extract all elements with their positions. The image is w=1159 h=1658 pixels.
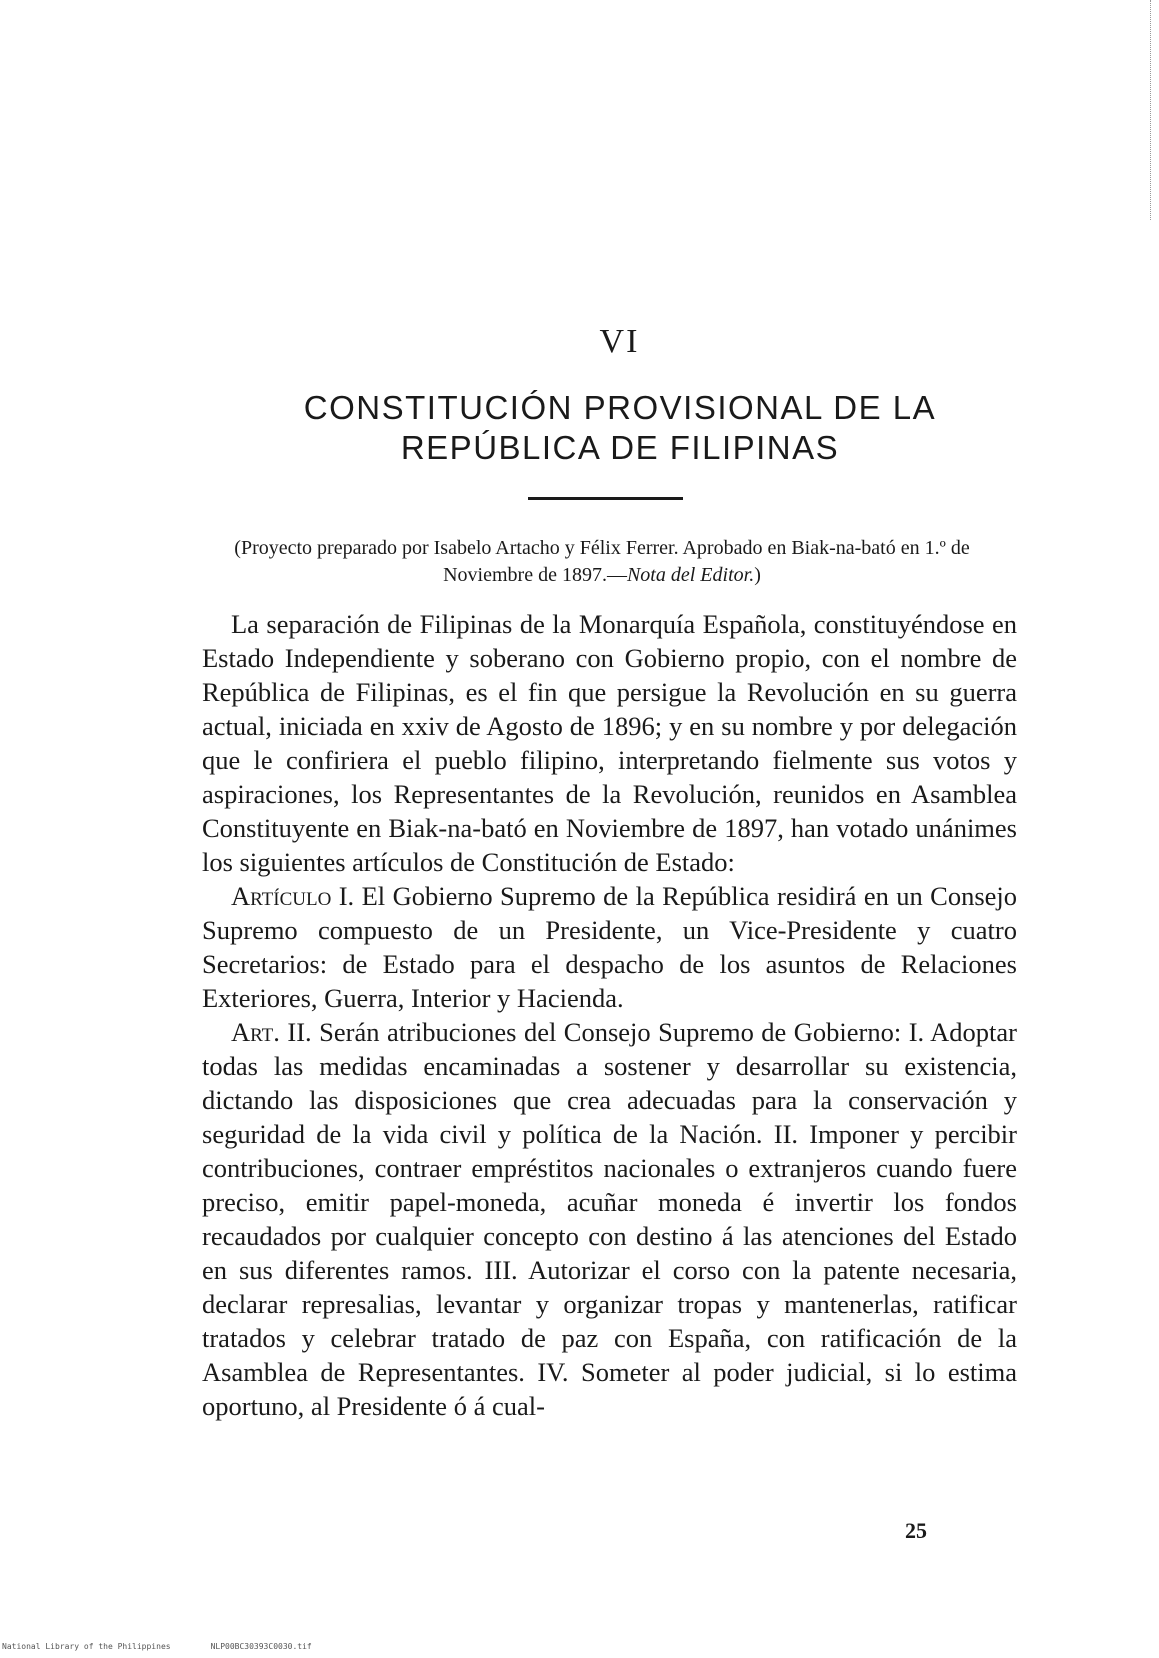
chapter-title	[180, 388, 1060, 468]
editor-note-text: (Proyecto preparado por Isabelo Artacho y Félix Ferrer. Aprobado en Biak-na-bató en 1.º de Noviembre de 1897.—	[234, 537, 970, 586]
article-2-paragraph	[202, 1015, 1017, 1423]
footer-library: National Library of the Philippines	[2, 1642, 171, 1651]
article-1-label: Artículo I.	[231, 881, 355, 911]
title-divider	[528, 497, 683, 500]
editor-note	[197, 535, 1007, 589]
scan-edge-mark	[1148, 0, 1151, 220]
article-2-text: Serán atribuciones del Consejo Supremo de Gobierno: I. Adoptar todas las medidas encaminadas a sostener y desarrollar su existencia, dictando las disposiciones que crea adecuadas para la conservación y seguridad de la vida civil y política de la Nación. II. Imponer y percibir contribuciones, contraer empréstitos nacionales o extranjeros cuando fuere preciso, emitir papel-moneda, acuñar moneda é invertir los fondos recaudados por cualquier concepto con destino á las atenciones del Estado en sus diferentes ramos. III. Autorizar el corso con la patente necesaria, declarar represalias, levantar y organizar tropas y mantenerlas, ratificar tratados y celebrar tratado de paz con España, con ratificación de la Asamblea de Representantes. IV. Someter al poder judicial, si lo estima oportuno, al Presidente ó á cual-	[202, 1017, 1017, 1421]
chapter-number: VI	[599, 323, 640, 360]
preamble-paragraph: La separación de Filipinas de la Monarquía Española, constituyéndose en Estado Independiente y soberano con Gobierno propio, con el nombre de República de Filipinas, es el fin que persigue la Revolución en su guerra actual, iniciada en xxiv de Agosto de 1896; y en su nombre y por delegación que le confiriera el pueblo filipino, interpretando fielmente sus votos y aspiraciones, los Representantes de la Revolución, reunidos en Asamblea Constituyente en Biak-na-bató en Noviembre de 1897, han votado unánimes los siguientes artículos de Constitución de Estado:	[202, 609, 1017, 877]
article-1-text: El Gobierno Supremo de la República residirá en un Consejo Supremo compuesto de un Presidente, un Vice-Presidente y cuatro Secretarios: de Estado para el despacho de los asuntos de Relaciones Exteriores, Guerra, Interior y Hacienda.	[202, 881, 1018, 1013]
article-1-paragraph	[202, 879, 1017, 1015]
article-2-label: Art. II.	[231, 1017, 312, 1047]
body-text	[202, 607, 1017, 1423]
editor-note-attribution: Nota del Editor.	[626, 564, 755, 586]
title-line-2: REPÚBLICA DE FILIPINAS	[400, 429, 840, 466]
scan-footer	[2, 1642, 352, 1651]
editor-note-close: )	[754, 564, 761, 586]
title-line-1: CONSTITUCIÓN PROVISIONAL DE LA	[303, 389, 937, 426]
page-number: 25	[905, 1518, 927, 1543]
footer-code: NLP00BC30393C0030.tif	[210, 1642, 312, 1651]
